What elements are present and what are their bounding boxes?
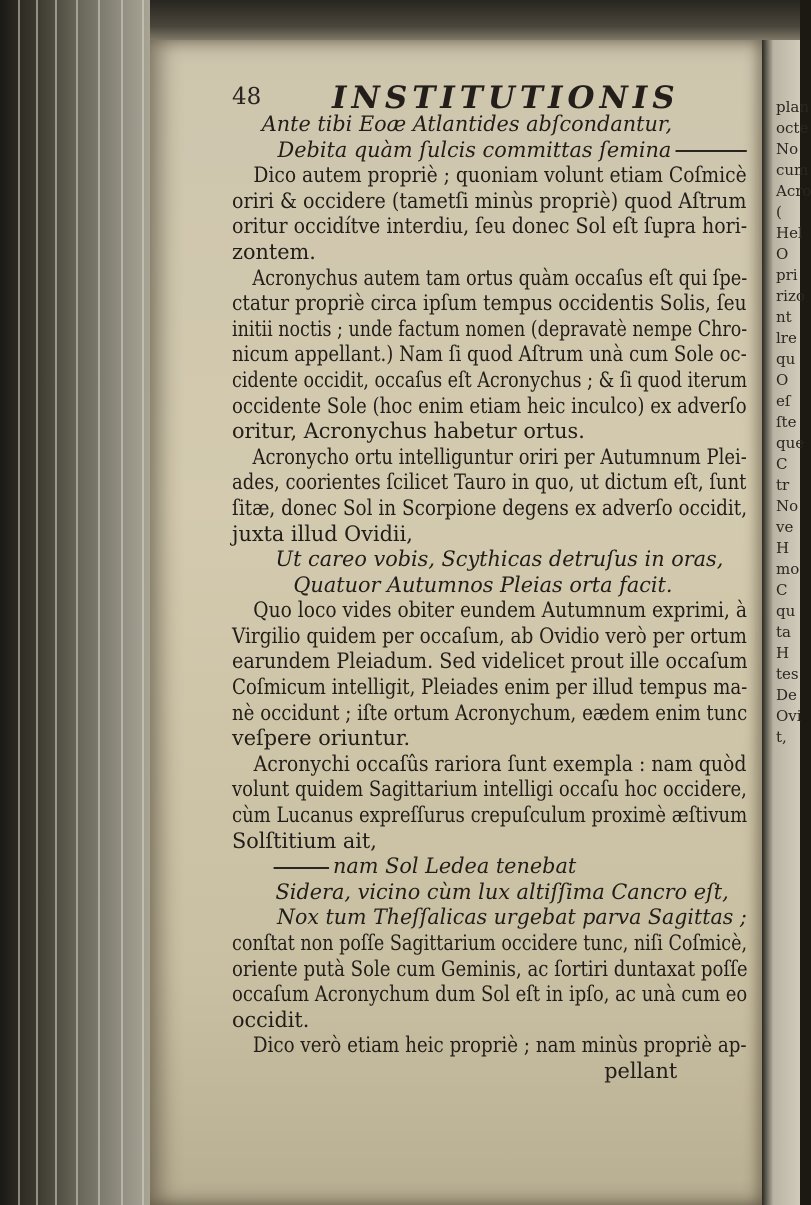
adjacent-page-fragment: mo [776,560,800,578]
text-line [232,623,747,650]
line-text: Virgilio quidem per occaſum, ab Ovidio verò per ortum [232,623,747,648]
adjacent-page-fragment: Hel [776,224,803,242]
text-line [232,726,747,752]
text-line [232,777,747,803]
text-line [232,342,747,368]
running-title: INSTITUTIONIS [332,80,680,116]
adjacent-page-fragment: No [776,497,799,515]
page-edge-line [55,0,57,1205]
line-text: earundem Pleiadum. Sed videlicet prout ille occaſum [232,649,748,674]
line-text: Debita quàm ſulcis committas ſemina [277,137,672,162]
line-text: Nox tum Theſſalicas urgebat parva Sagittas ; [277,905,747,930]
text-line [232,214,748,240]
text-line [232,956,748,983]
line-text: occidente Sole (hoc enim etiam heic inculco) ex adverſo [232,393,747,418]
line-text: Dico autem propriè ; quoniam volunt etiam Coſmicè [253,163,747,188]
adjacent-page-fragment: rizo [776,287,805,305]
adjacent-page-fragment: C [776,455,788,473]
dash-rule [675,150,746,152]
adjacent-page-fragment: O [776,245,789,263]
adjacent-page-fragment: cum [776,161,809,179]
text-line [232,470,747,496]
adjacent-page-fragment: t, [776,728,787,746]
text-line [232,419,747,445]
adjacent-page-fragment: nt [776,308,792,326]
line-text: pellant [604,1058,678,1083]
body-text [232,112,752,1085]
line-text: occaſum Acronychum dum Sol eſt in ipſo, ac unà cum eo [232,982,748,1007]
adjacent-page-fragment: No [776,140,799,158]
line-text: ſitæ, donec Sol in Scorpione degens ex adverſo occidit, [232,495,748,520]
line-text: initii noctis ; unde factum nomen (depravatè nempe Chro- [232,316,748,341]
adjacent-page-fragment: ſte [776,413,797,431]
page-edge-line [142,0,144,1205]
line-text: Solſtitium ait, [232,828,377,853]
adjacent-page-fragment: qu [776,602,796,620]
verse-line [232,138,747,164]
line-text: veſpere oriuntur. [232,726,411,751]
line-text: Acronychus autem tam ortus quàm occaſus eſt qui ſpe- [252,265,748,290]
line-text: nam Sol Ledea tenebat [332,854,577,879]
line-text: oriente putà Sole cum Geminis, ac ſortiri duntaxat poſſe [232,956,748,981]
line-text: zontem. [232,239,316,264]
verse-line [232,854,747,880]
line-text: volunt quidem Sagittarium intelligi occaſu hoc occidere, [232,777,747,802]
adjacent-page-fragment: C [776,581,788,599]
adjacent-page-fragment: tes [776,665,799,683]
line-text: cùm Lucanus expreſſurus crepuſculum proximè æſtivum [232,803,748,828]
text-line [232,240,747,266]
page-edge-line [76,0,78,1205]
line-text: Acronycho ortu intelliguntur oriri per Autumnum Plei- [252,444,747,469]
text-line [232,495,748,522]
text-line [232,393,747,420]
text-line [232,751,747,778]
text-line [232,982,748,1008]
verse-line [232,573,747,599]
adjacent-page-fragment: octe [776,119,809,137]
adjacent-page-fragment: tr [776,476,790,494]
adjacent-page-fragment: De [776,686,797,704]
text-line [232,598,747,624]
line-text: ades, coorientes ſcilicet Tauro in quo, ut dictum eſt, ſunt [232,470,747,495]
adjacent-page-fragment: plan [776,98,810,116]
adjacent-page-fragment: H [776,644,790,662]
line-text: conſtat non poſſe Sagittarium occidere tunc, niſi Coſmicè, [232,931,748,955]
line-text: Acronychi occaſûs rariora ſunt exempla : nam quòd [253,751,747,776]
line-text: occidit. [232,1007,310,1032]
line-text: juxta illud Ovidii, [232,521,413,546]
line-text: Sidera, vicino cùm lux altiſſima Cancro eſt, [275,879,729,904]
page-number: 48 [232,84,262,110]
adjacent-page-fragment: Acro [776,182,811,200]
text-line [232,931,748,957]
text-line [232,1008,747,1034]
adjacent-page-fragment: lre [776,329,797,347]
text-line [232,700,748,727]
text-line [232,649,748,675]
line-text: ctatur propriè circa ipſum tempus occidentis Solis, ſeu [232,291,747,316]
adjacent-page-fragment: ve [776,518,794,536]
line-text: oritur, Acronychus habetur ortus. [232,419,585,444]
line-text: Coſmicum intelligit, Pleiades enim per illud tempus ma- [232,675,748,700]
text-line [232,675,748,701]
adjacent-page-fragment: que [776,434,805,452]
adjacent-page-fragment: O [776,371,789,389]
line-text: Ante tibi Eoæ Atlantides abſcondantur, [261,112,673,136]
page-edge-line [98,0,100,1205]
page-edge-line [18,0,20,1205]
line-text: Ut careo vobis, Scythicas detruſus in oras, [275,547,724,572]
adjacent-page-fragment: H [776,539,790,557]
adjacent-page-fragment: eſ [776,392,791,410]
text-line [232,803,748,829]
line-text: Quo loco vides obiter eundem Autumnum exprimi, à [253,598,747,623]
adjacent-page-fragment: qu [776,350,796,368]
adjacent-page-fragment: ta [776,623,791,641]
verse-line [232,112,747,138]
verse-line [232,547,747,573]
text-line [232,1033,747,1059]
line-text: oriri & occidere (tametſi minùs propriè) quod Aſtrum [232,188,747,213]
adjacent-page-fragment: ( [776,203,782,221]
text-line [232,829,747,855]
line-text: nè occidunt ; iſte ortum Acronychum, eædem enim tunc [232,700,748,725]
adjacent-page-fragment: pri [776,266,798,284]
verse-line [232,905,747,931]
text-line [232,1059,747,1085]
page-edge-line [36,0,38,1205]
line-text: Quatuor Autumnos Pleias orta facit. [293,572,673,597]
verse-line [232,880,747,906]
text-line [232,367,748,394]
text-line [232,265,748,292]
page-edge-line [121,0,123,1205]
adjacent-page-fragment: Ovi [776,707,802,725]
line-text: Dico verò etiam heic propriè ; nam minùs propriè ap- [252,1033,747,1058]
page-top-edge [150,0,800,44]
text-line [232,444,747,471]
line-text: cidente occidit, occaſus eſt Acronychus ; & ſi quod iterum [232,367,748,392]
text-line [232,163,747,189]
text-line [232,522,747,548]
adjacent-page-strip [762,40,811,1205]
text-line [232,291,747,317]
text-line [232,316,748,343]
book-gutter [0,0,150,1205]
dash-rule [274,867,329,869]
text-line [232,188,747,215]
line-text: nicum appellant.) Nam ſi quod Aſtrum unà cum Sole oc- [232,342,747,367]
line-text: oritur occidítve interdiu, ſeu donec Sol eſt ſupra hori- [232,214,748,239]
